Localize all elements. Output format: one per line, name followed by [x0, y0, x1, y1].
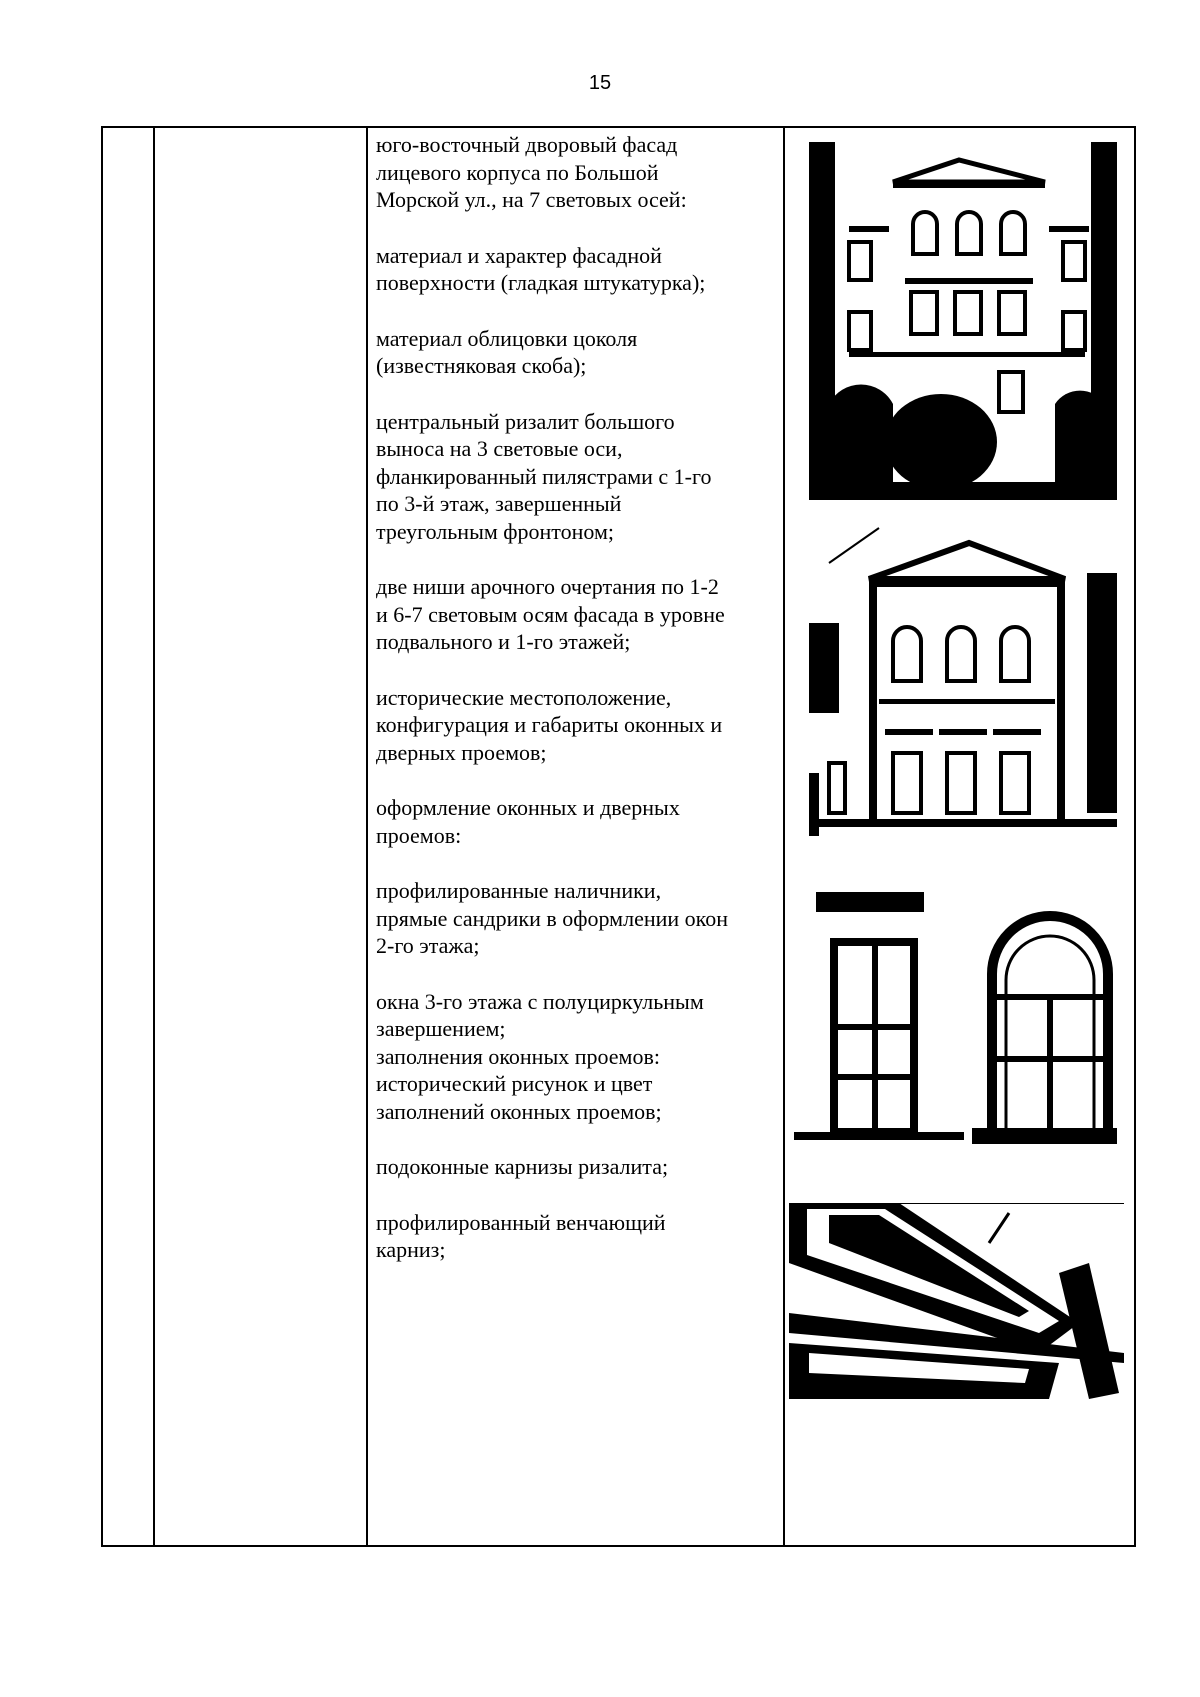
description-paragraph: исторические местоположение, конфигурация и габариты оконных и дверных проемов; [376, 684, 723, 765]
description-paragraph: две ниши арочного очертания по 1-2 и 6-7 световым осям фасада в уровне подвального и 1-го этажей; [376, 574, 725, 654]
description-paragraph: профилированный венчающий карниз; [376, 1209, 666, 1262]
description-paragraph: центральный ризалит большого выноса на 3 световые оси, фланкированный пилястрами с 1-го по 3-й этаж, завершенный треугольным фронтоном; [376, 408, 712, 544]
risalit-detail-photo [809, 523, 1117, 836]
table-column-divider [366, 128, 368, 1545]
table-column-divider [153, 128, 155, 1545]
description-paragraph: профилированные наличники, прямые сандрики в оформлении окон 2-го этажа; [376, 878, 728, 958]
description-paragraph: заполнения оконных проемов: исторический рисунок и цвет заполнений оконных проемов; [376, 1043, 662, 1124]
description-paragraph: материал и характер фасадной поверхности (гладкая штукатурка); [376, 242, 706, 295]
description-paragraph: юго-восточный дворовый фасад лицевого корпуса по Большой Морской ул., на 7 световых осей: [376, 132, 687, 212]
page-number: 15 [588, 72, 612, 94]
description-paragraph: окна 3-го этажа с полуциркульным завершением; [376, 988, 704, 1041]
table-column-divider [783, 128, 785, 1545]
description-paragraph: оформление оконных и дверных проемов: [376, 795, 680, 848]
description-paragraph: материал облицовки цоколя (известняковая скоба); [376, 325, 638, 378]
facade-full-photo [809, 142, 1117, 500]
cornice-detail-photo [789, 1203, 1124, 1399]
windows-detail-photo [794, 884, 1117, 1150]
description-paragraph: подоконные карнизы ризалита; [376, 1154, 669, 1179]
description-text-cell [376, 131, 776, 1292]
